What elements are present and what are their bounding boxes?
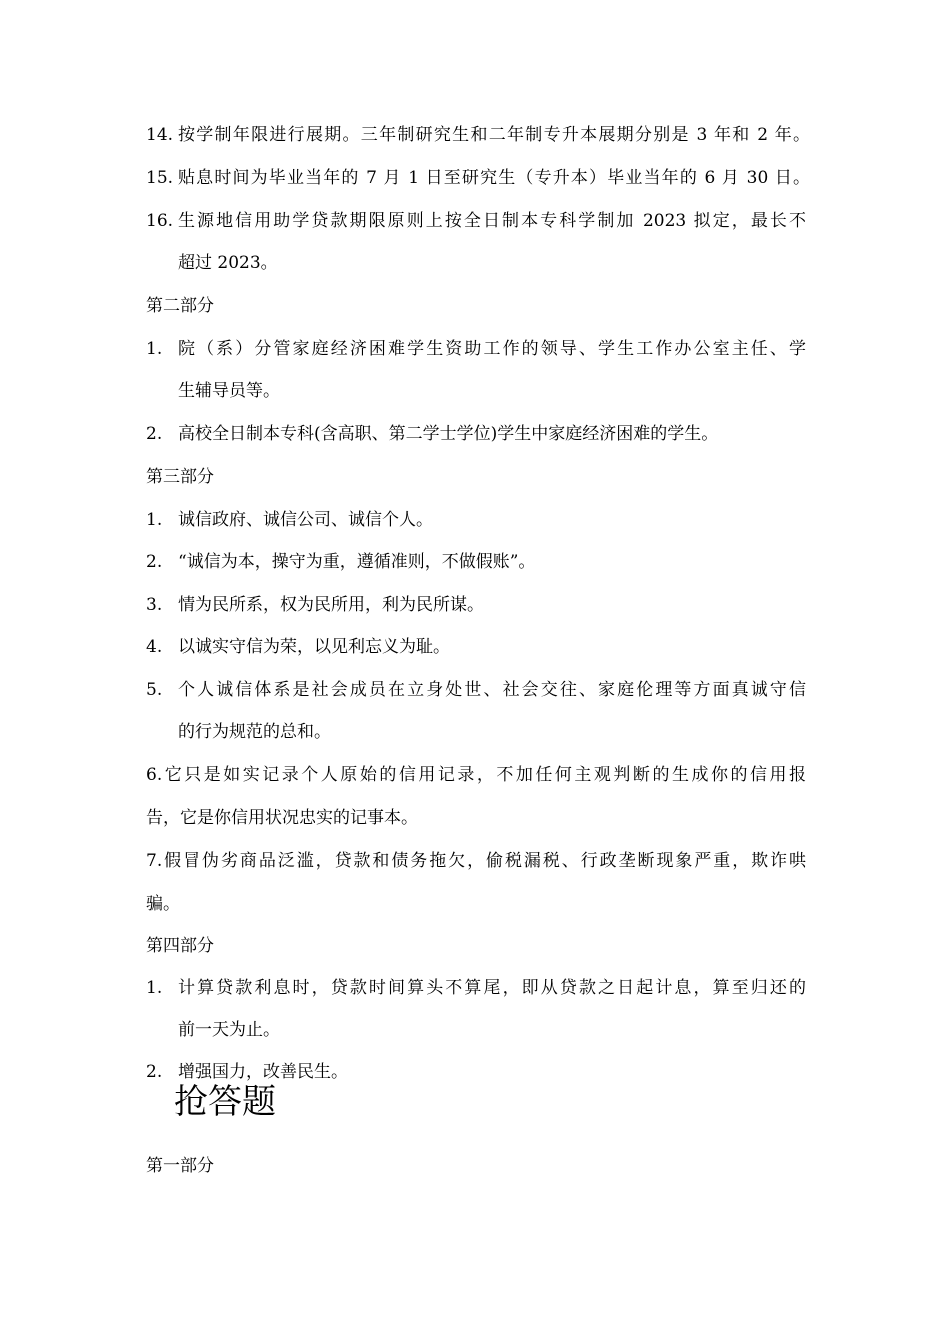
item-continuation: 超过 2023。 xyxy=(178,253,278,273)
item-text: 诚信政府、诚信公司、诚信个人。 xyxy=(178,510,433,530)
item-number: 2. xyxy=(146,424,163,444)
item-number: 16. xyxy=(146,211,174,231)
item-text: 7.假冒伪劣商品泛滥，贷款和债务拖欠，偷税漏税、行政垄断现象严重，欺诈哄 xyxy=(146,851,806,871)
item-number: 2. xyxy=(146,1062,163,1082)
item-number: 2. xyxy=(146,552,163,572)
item-text: 贴息时间为毕业当年的 7 月 1 日至研究生（专升本）毕业当年的 6 月 30 日。 xyxy=(178,168,810,188)
item-text: 增强国力，改善民生。 xyxy=(178,1062,348,1082)
item-number: 15. xyxy=(146,168,174,188)
item-continuation: 骗。 xyxy=(146,894,180,914)
item-text: 计算贷款利息时，贷款时间算头不算尾，即从贷款之日起计息，算至归还的 xyxy=(178,978,806,998)
item-text: 按学制年限进行展期。三年制研究生和二年制专升本展期分别是 3 年和 2 年。 xyxy=(178,125,810,145)
item-continuation: 生辅导员等。 xyxy=(178,381,280,401)
section-title: 抢答题 xyxy=(174,1082,276,1122)
item-number: 4. xyxy=(146,637,163,657)
item-text: 6.它只是如实记录个人原始的信用记录，不加任何主观判断的生成你的信用报 xyxy=(146,765,806,785)
item-text: 高校全日制本专科(含高职、第二学士学位)学生中家庭经济困难的学生。 xyxy=(178,424,719,444)
item-text: 生源地信用助学贷款期限原则上按全日制本专科学制加 2023 拟定，最长不 xyxy=(178,211,806,231)
section-heading: 第一部分 xyxy=(146,1156,214,1176)
item-continuation: 前一天为止。 xyxy=(178,1020,280,1040)
section-heading: 第三部分 xyxy=(146,467,214,487)
item-text: 以诚实守信为荣，以见利忘义为耻。 xyxy=(178,637,450,657)
item-number: 1. xyxy=(146,339,163,359)
item-continuation: 的行为规范的总和。 xyxy=(178,722,331,742)
section-heading: 第二部分 xyxy=(146,296,214,316)
item-continuation: 告，它是你信用状况忠实的记事本。 xyxy=(146,808,418,828)
section-heading: 第四部分 xyxy=(146,936,214,956)
item-number: 1. xyxy=(146,978,163,998)
item-text: 情为民所系，权为民所用，利为民所谋。 xyxy=(178,595,484,615)
item-number: 5. xyxy=(146,680,163,700)
item-number: 14. xyxy=(146,125,174,145)
item-number: 3. xyxy=(146,595,163,615)
item-text: 院（系）分管家庭经济困难学生资助工作的领导、学生工作办公室主任、学 xyxy=(178,339,806,359)
item-number: 1. xyxy=(146,510,163,530)
item-text: 个人诚信体系是社会成员在立身处世、社会交往、家庭伦理等方面真诚守信 xyxy=(178,680,806,700)
item-text: “诚信为本，操守为重，遵循准则，不做假账”。 xyxy=(178,552,536,572)
